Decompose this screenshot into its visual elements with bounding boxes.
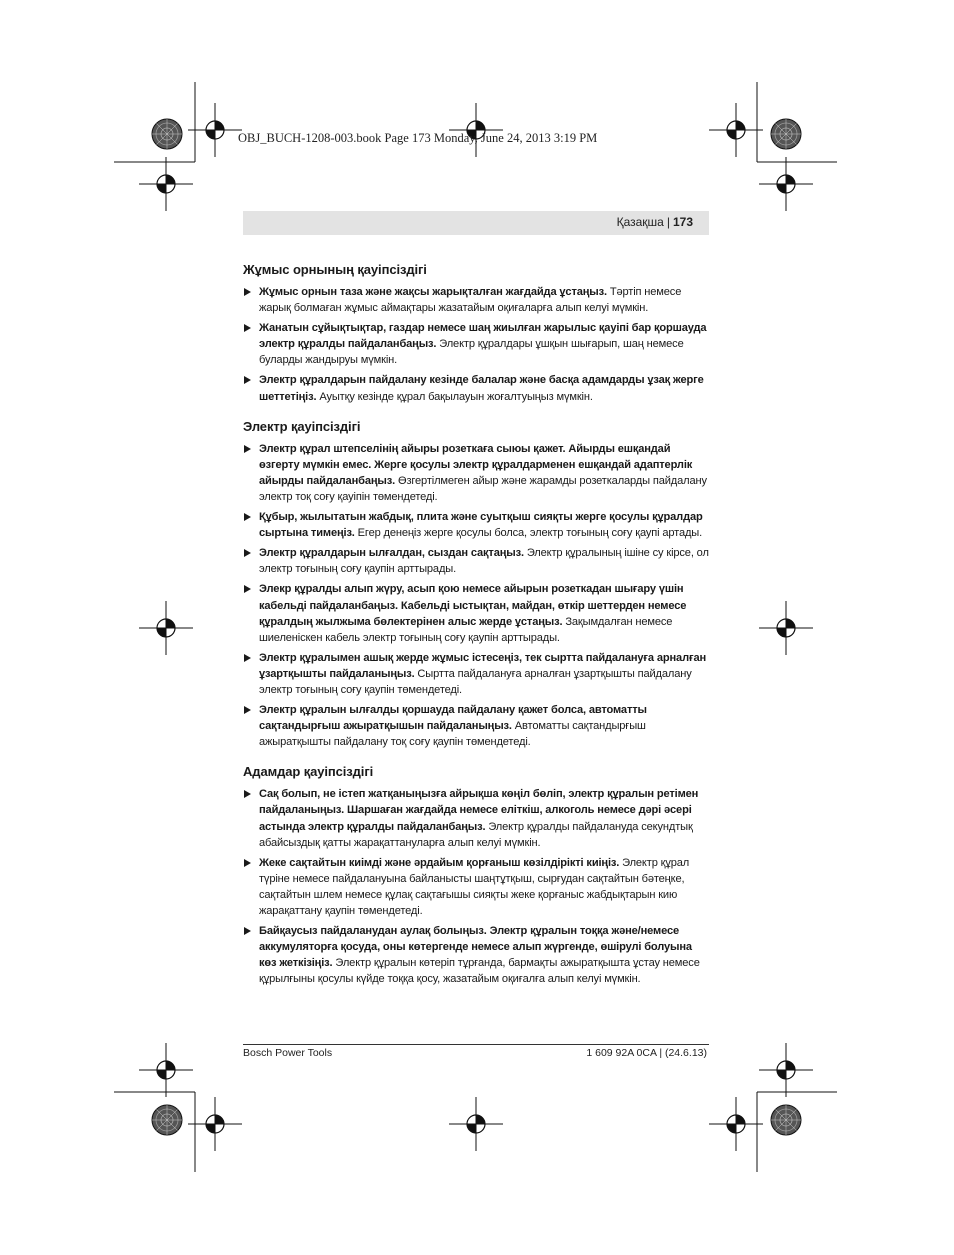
- item-bold: Байқаусыз пайдаланудан аулақ болыңыз. Электр құралын тоққа және/немесе аккумуляторға қосуда, оны көтергенде немесе алып жүргенде, өшірулі болуына көз жеткізіңіз.: [259, 925, 692, 970]
- list-item: [243, 786, 711, 850]
- bullet-arrow-icon: [244, 654, 251, 662]
- header-separator: |: [666, 215, 670, 229]
- section-electrical-safety: [243, 418, 711, 751]
- item-text: Ауытқу кезінде құрал бақылауын жоғалтуыңыз мүмкін.: [316, 390, 593, 403]
- list-item: [243, 372, 711, 404]
- item-bold: Сақ болып, не істеп жатқаныңызға айрықша көңіл бөліп, электр құралын ретімен пайдаланыңыз. Шаршаған жағдайда немесе еліткіш, алкоголь немесе дәрі әсері астында электр құралды пайдаланбаңыз.: [259, 788, 699, 833]
- item-bold: Электр құралдарын пайдалану кезінде балалар және басқа адамдарды ұзақ жерге шеттетіңіз.: [259, 374, 704, 403]
- page-number: 173: [672, 215, 693, 229]
- list-item: [243, 855, 711, 919]
- section-title: Адамдар қауіпсіздігі: [243, 764, 374, 780]
- section-work-area-safety: [243, 261, 711, 405]
- list-item: [243, 545, 711, 577]
- file-info-line: OBJ_BUCH-1208-003.book Page 173 Monday, June 24, 2013 3:19 PM: [238, 131, 598, 145]
- item-text: Автоматты сақтандырғыш ажыратқышты пайдалану тоқ соғу қаупін төмендетеді.: [259, 720, 646, 749]
- list-item: [243, 509, 711, 541]
- section-title: Жұмыс орнының қауіпсіздігі: [243, 262, 427, 277]
- page-header-bar: [243, 211, 709, 235]
- bullet-arrow-icon: [244, 445, 251, 453]
- list-item: [243, 320, 711, 368]
- item-text: Сыртта пайдалануға арналған ұзартқышты пайдалану электр тоғының соғу қаупін төмендетеді.: [259, 667, 692, 696]
- item-bold: Электр құралын ылғалды қоршауда пайдалану қажет болса, автоматты сақтандырғыш ажыратқышын пайдаланыңыз.: [259, 704, 647, 733]
- footer-doc-number: 1 609 92A 0CA | (24.6.13): [586, 1047, 707, 1059]
- item-text: Зақымдалған немесе шиеленіскен кабель электр тоғының соғу қаупін арттырады.: [259, 615, 673, 644]
- bullet-arrow-icon: [244, 376, 251, 384]
- item-text: Егер денеңіз жерге қосулы болса, электр тоғының соғу қаупі артады.: [354, 527, 703, 540]
- bullet-list: [243, 441, 711, 751]
- item-text: Электр құралының ішіне су кірсе, ол электр тоғының соғу қаупін арттырады.: [259, 547, 709, 576]
- item-bold: Электр құралдарын ылғалдан, сыздан сақтаңыз.: [259, 547, 524, 560]
- list-item: [243, 284, 711, 316]
- item-text: Электр құралын көтеріп тұрғанда, бармақты ажыратқышта ұстау немесе құрылғыны қосулы күйде тоққа қосу, жазатайым оқиғалға алып келуі мүмкін.: [259, 957, 700, 986]
- header-language: Қазақша: [616, 215, 664, 229]
- bullet-arrow-icon: [244, 790, 251, 798]
- footer-brand: Bosch Power Tools: [243, 1047, 333, 1059]
- page-header: [617, 215, 693, 229]
- item-bold: Электр құрал штепселінің айыры розеткаға сыюы қажет. Айырды ешқандай өзгерту мүмкін емес. Жерге қосулы электр құралдарменен ешқандай адаптерлік айырды пайдаланбаңыз.: [259, 442, 693, 487]
- item-text: Электр құрал түріне немесе пайдалануына байланысты шаңтұтқыш, сырғудан сақтайтын бәтеңке, сақтайтын шлем немесе құлақ сақтағышы сияқты жеке қорғаныс жабдықтарын кию жарақаттану қаупін төмендетеді.: [259, 856, 690, 917]
- list-item: [243, 650, 711, 698]
- bullet-arrow-icon: [244, 288, 251, 296]
- item-bold: Электр құралымен ашық жерде жұмыс істесеңіз, тек сыртта пайдалануға арналған ұзартқышты пайдаланыңыз.: [259, 651, 707, 680]
- page-content: [243, 261, 711, 1000]
- item-bold: Жеке сақтайтын киімді және әрдайым қорғаныш көзілдірікті киіңіз.: [259, 856, 620, 869]
- bullet-list: [243, 786, 711, 987]
- bullet-arrow-icon: [244, 513, 251, 521]
- bullet-arrow-icon: [244, 927, 251, 935]
- item-bold: Құбыр, жылытатын жабдық, плита және суытқыш сияқты жерге қосулы құралдар сыртына тимеңіз.: [259, 511, 703, 540]
- bullet-arrow-icon: [244, 585, 251, 593]
- list-item: [243, 581, 711, 645]
- bullet-arrow-icon: [244, 859, 251, 867]
- list-item: [243, 441, 711, 505]
- bullet-list: [243, 284, 711, 405]
- item-text: Электр құралдары ұшқын шығарып, шаң немесе буларды жандыруы мүмкін.: [259, 338, 684, 367]
- bullet-arrow-icon: [244, 324, 251, 332]
- item-text: Тәртіп немесе жарық болмаған жұмыс аймақтары жазатайым оқиғаларға алып келуі мүмкін.: [259, 286, 682, 315]
- item-text: Өзгертілмеген айыр және жарамды розеткаларды пайдалану электр тоқ соғу қауіпін төмендетеді.: [259, 474, 707, 503]
- item-bold: Жанатын сұйықтықтар, газдар немесе шаң жиылған жарылыс қауіпі бар қоршауда электр құралды пайдаланбаңыз.: [259, 322, 707, 351]
- bullet-arrow-icon: [244, 706, 251, 714]
- item-text: Электр құралды пайдалануда секундтық абайсыздық қатты жарақаттануларға алып келуі мүмкін.: [259, 820, 693, 849]
- bullet-arrow-icon: [244, 549, 251, 557]
- section-title: Электр қауіпсіздігі: [243, 418, 361, 434]
- item-bold: Элекр құралды алып жүру, асып қою немесе айырын розеткадан шығару үшін кабельді пайдаланбаңыз. Кабельді ыстықтан, майдан, өткір шеттерден немесе құралдың жылжыма бөлектерінен алыс жерде ұстаңыз.: [259, 583, 687, 628]
- section-personal-safety: [243, 763, 711, 987]
- list-item: [243, 923, 711, 987]
- list-item: [243, 702, 711, 750]
- footer-rule: [243, 1044, 709, 1045]
- item-bold: Жұмыс орнын таза және жақсы жарықталған жағдайда ұстаңыз.: [259, 286, 607, 298]
